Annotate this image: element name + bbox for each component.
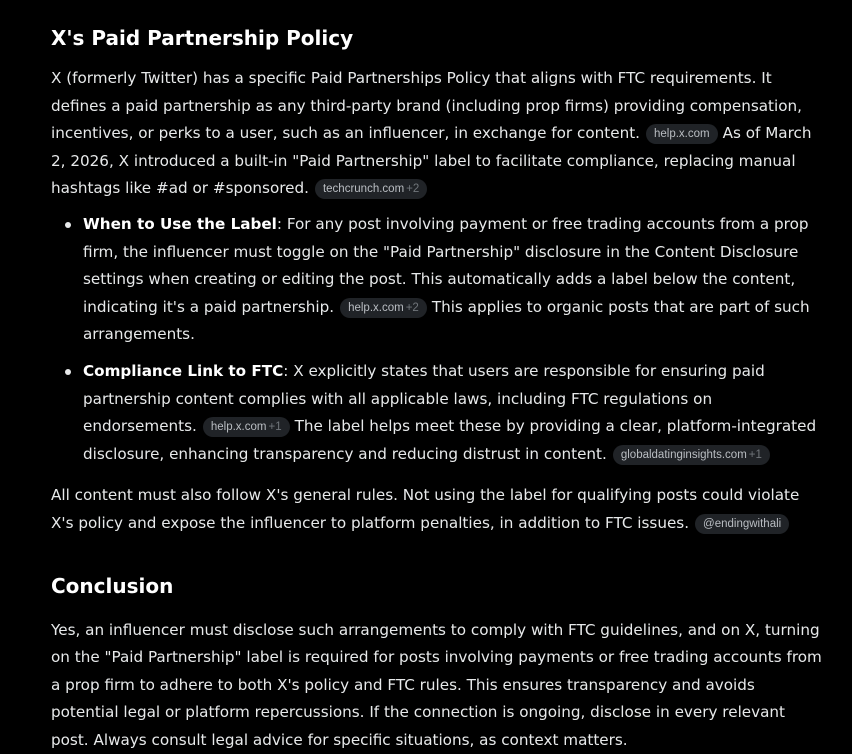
source-chip-techcrunch[interactable] — [315, 179, 427, 199]
policy-closing-paragraph — [51, 482, 822, 537]
bullet-when-to-use — [83, 211, 822, 349]
source-chip-endingwithali[interactable] — [695, 514, 789, 534]
section-heading-policy: X's Paid Partnership Policy — [51, 24, 822, 52]
source-chip-help-x[interactable] — [646, 124, 718, 144]
source-chip-count: +2 — [406, 183, 419, 195]
bullet-text-2: This applies to organic posts that are part of such arrangements. — [83, 298, 810, 344]
source-chip-label: @endingwithali — [703, 518, 781, 530]
source-chip-help-x[interactable] — [203, 417, 290, 437]
closing-text: All content must also follow X's general rules. Not using the label for qualifying posts could violate X's policy and expose the influencer to platform penalties, in addition to FTC issues. — [51, 486, 799, 532]
source-chip-label: help.x.com — [654, 128, 710, 140]
source-chip-label: help.x.com — [211, 421, 267, 433]
bullet-title: Compliance Link to FTC — [83, 362, 283, 380]
policy-intro-paragraph — [51, 65, 822, 203]
source-chip-help-x[interactable] — [340, 298, 427, 318]
bullet-title: When to Use the Label — [83, 215, 277, 233]
intro-text-2: As of March 2, 2026, X introduced a built-in "Paid Partnership" label to facilitate compliance, replacing manual hashtags like #ad or #sponsored. — [51, 124, 812, 197]
source-chip-count: +2 — [406, 302, 419, 314]
policy-bullet-list — [51, 211, 822, 468]
source-chip-globaldatinginsights[interactable] — [613, 445, 770, 465]
bullet-text-1: : X explicitly states that users are responsible for ensuring paid partnership content complies with all applicable laws, including FTC regulations on endorsements. — [83, 362, 765, 435]
bullet-text-1: : For any post involving payment or free trading accounts from a prop firm, the influencer must toggle on the "Paid Partnership" disclosure in the Content Disclosure settings when creating or editing the post. This automatically adds a label below the content, indicating it's a paid partnership. — [83, 215, 809, 316]
conclusion-paragraph: Yes, an influencer must disclose such arrangements to comply with FTC guidelines, and on X, turning on the "Paid Partnership" label is required for posts involving payments or free trading accounts from a prop firm to adhere to both X's policy and FTC rules. This ensures transparency and avoids potential legal or platform repercussions. If the connection is ongoing, disclose in every relevant post. Always consult legal advice for specific situations, as context matters. — [51, 617, 822, 754]
source-chip-label: globaldatinginsights.com — [621, 449, 747, 461]
source-chip-count: +1 — [268, 421, 281, 433]
bullet-compliance-ftc — [83, 358, 822, 468]
section-heading-conclusion: Conclusion — [51, 572, 822, 600]
intro-text-1: X (formerly Twitter) has a specific Paid Partnerships Policy that aligns with FTC requirements. It defines a paid partnership as any third-party brand (including prop firms) providing compensation, incentives, or perks to a user, such as an influencer, in exchange for content. — [51, 69, 802, 142]
source-chip-count: +1 — [749, 449, 762, 461]
source-chip-label: help.x.com — [348, 302, 404, 314]
source-chip-label: techcrunch.com — [323, 183, 404, 195]
bullet-text-2: The label helps meet these by providing a clear, platform-integrated disclosure, enhancing transparency and reducing distrust in content. — [83, 417, 816, 463]
